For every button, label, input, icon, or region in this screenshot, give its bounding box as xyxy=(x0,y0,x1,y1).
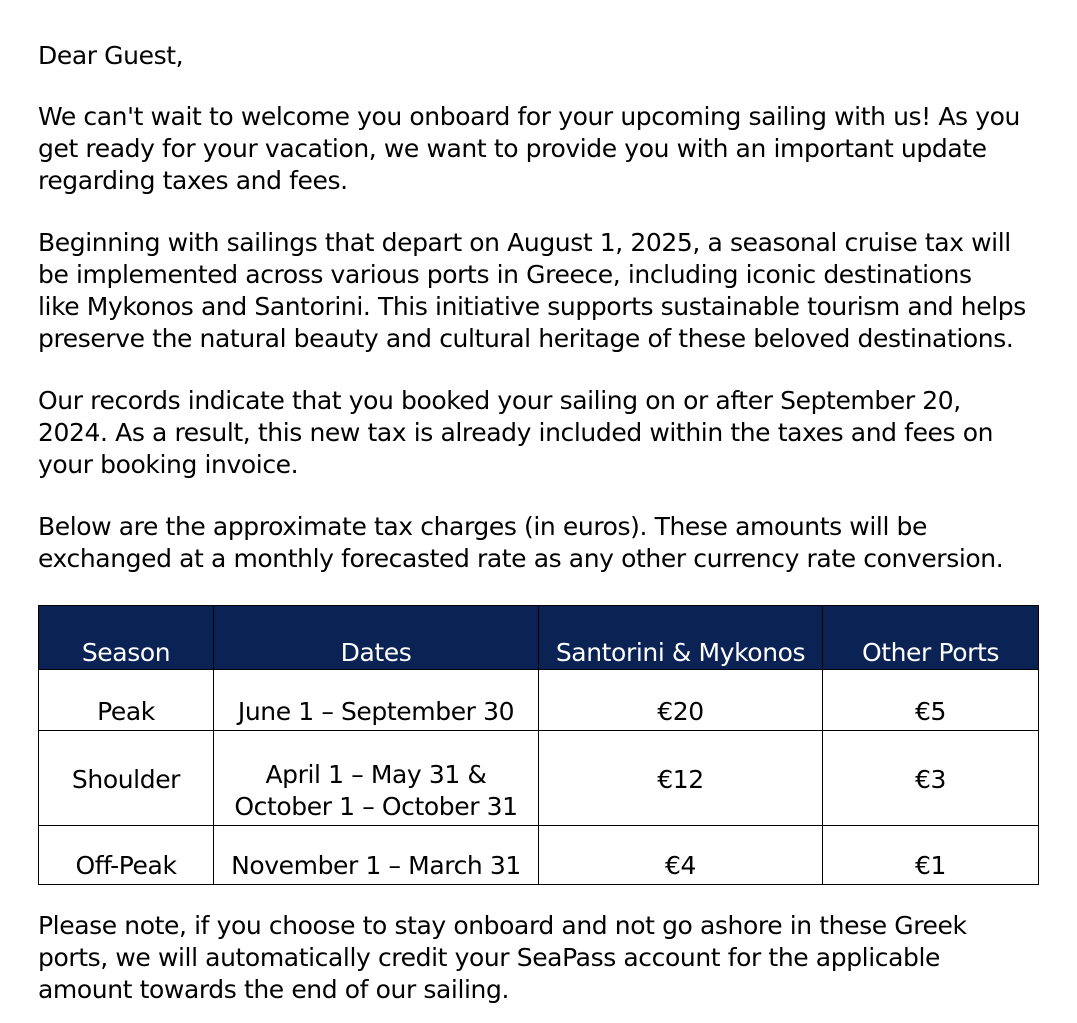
dates-cell xyxy=(214,826,539,885)
table-row xyxy=(39,670,1039,731)
other-ports-cell: €5 xyxy=(823,670,1039,731)
dates-cell xyxy=(214,731,539,826)
paragraph-line: exchanged at a monthly forecasted rate as any other currency rate conversion. xyxy=(38,544,1004,573)
paragraph-tax-intro xyxy=(38,227,1048,355)
dates-line: November 1 – March 31 xyxy=(231,851,521,880)
paragraph-line: Our records indicate that you booked your sailing on or after September 20, xyxy=(38,386,961,415)
paragraph-booking-records xyxy=(38,385,1048,481)
other-ports-cell: €3 xyxy=(823,731,1039,826)
paragraph-line: regarding taxes and fees. xyxy=(38,166,348,195)
paragraph-line: amount towards the end of our sailing. xyxy=(38,975,510,1004)
paragraph-line: Below are the approximate tax charges (in euros). These amounts will be xyxy=(38,512,927,541)
paragraph-line: Beginning with sailings that depart on August 1, 2025, a seasonal cruise tax will xyxy=(38,228,1011,257)
paragraph-line: We can't wait to welcome you onboard for your upcoming sailing with us! As you xyxy=(38,102,1020,131)
header-dates: Dates xyxy=(214,606,539,670)
other-ports-cell: €1 xyxy=(823,826,1039,885)
paragraph-seapass-credit xyxy=(38,910,1048,1006)
paragraph-line: like Mykonos and Santorini. This initiative supports sustainable tourism and helps xyxy=(38,292,1026,321)
season-cell: Peak xyxy=(39,670,214,731)
dates-line: October 1 – October 31 xyxy=(234,792,518,821)
greeting-line: Dear Guest, xyxy=(38,41,184,70)
paragraph-line: Please note, if you choose to stay onboard and not go ashore in these Greek xyxy=(38,911,967,940)
header-other-ports: Other Ports xyxy=(823,606,1039,670)
season-cell: Off-Peak xyxy=(39,826,214,885)
paragraph-line: be implemented across various ports in Greece, including iconic destinations xyxy=(38,260,972,289)
table-row xyxy=(39,826,1039,885)
paragraph-welcome xyxy=(38,101,1048,197)
dates-cell xyxy=(214,670,539,731)
paragraph-line: 2024. As a result, this new tax is already included within the taxes and fees on xyxy=(38,418,994,447)
tax-table xyxy=(38,605,1039,885)
paragraph-line: ports, we will automatically credit your SeaPass account for the applicable xyxy=(38,943,941,972)
paragraph-approximate-charges xyxy=(38,511,1048,575)
header-season: Season xyxy=(39,606,214,670)
santorini-mykonos-cell: €12 xyxy=(539,731,823,826)
paragraph-line: your booking invoice. xyxy=(38,450,299,479)
greeting xyxy=(38,40,1048,72)
paragraph-line: preserve the natural beauty and cultural heritage of these beloved destinations. xyxy=(38,324,1014,353)
dates-line: June 1 – September 30 xyxy=(237,697,515,726)
header-santorini-mykonos: Santorini & Mykonos xyxy=(539,606,823,670)
season-cell: Shoulder xyxy=(39,731,214,826)
paragraph-line: get ready for your vacation, we want to provide you with an important update xyxy=(38,134,987,163)
dates-line: April 1 – May 31 & xyxy=(265,760,487,789)
table-row xyxy=(39,731,1039,826)
santorini-mykonos-cell: €4 xyxy=(539,826,823,885)
santorini-mykonos-cell: €20 xyxy=(539,670,823,731)
tax-table-header-row xyxy=(39,606,1039,670)
